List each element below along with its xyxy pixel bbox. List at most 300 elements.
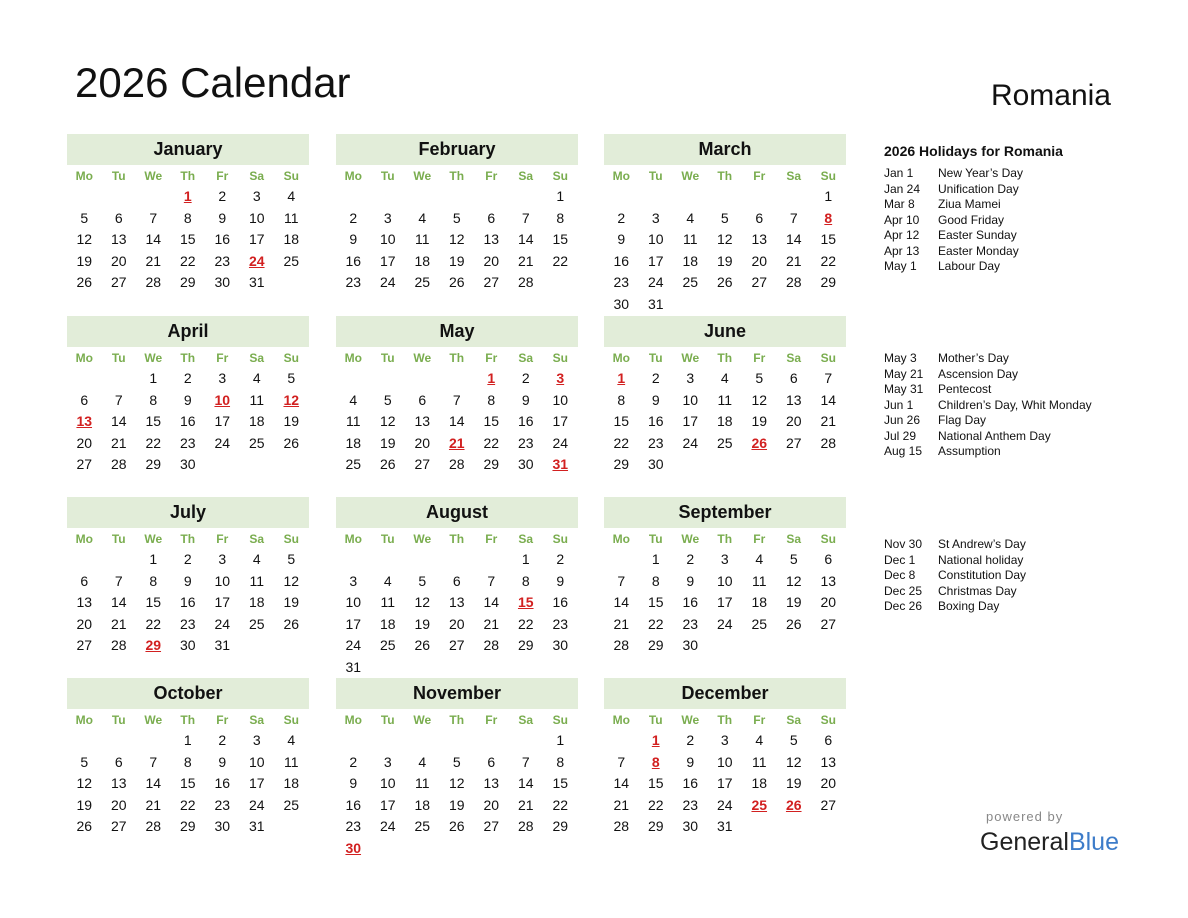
day-cell: 15	[820, 231, 837, 247]
holiday-item	[884, 182, 1023, 198]
week-row	[604, 368, 846, 390]
month-december	[604, 678, 846, 838]
week-row	[604, 592, 846, 614]
empty-day-cell	[708, 454, 743, 476]
holiday-item	[884, 367, 1092, 383]
empty-day-cell	[405, 838, 440, 860]
day-cell: 7	[521, 753, 530, 770]
day-cell: 29	[517, 637, 534, 653]
day-cell: 14	[483, 594, 500, 610]
day-cell: 28	[613, 818, 630, 834]
day-cell: 4	[720, 370, 729, 386]
day-cell: 16	[682, 775, 699, 791]
day-cell: 19	[76, 796, 93, 813]
empty-day-cell	[474, 657, 509, 679]
day-cell: 6	[755, 209, 764, 226]
holiday-date: Apr 12	[884, 228, 920, 242]
week-row	[336, 635, 578, 657]
holiday-day-cell: 26	[751, 434, 768, 451]
weekday-label: Sa	[786, 169, 802, 183]
day-cell: 2	[686, 732, 695, 748]
holiday-day-cell: 29	[145, 637, 162, 653]
holiday-day-cell: 15	[517, 594, 534, 610]
empty-day-cell	[440, 186, 475, 208]
day-cell: 29	[552, 818, 569, 834]
day-cell: 2	[218, 732, 227, 748]
day-cell: 5	[720, 209, 729, 226]
empty-day-cell	[405, 657, 440, 679]
day-cell: 23	[682, 615, 699, 632]
weekday-label: Tu	[380, 713, 395, 727]
day-cell: 29	[647, 818, 664, 834]
holiday-item	[884, 444, 1092, 460]
day-cell: 28	[145, 818, 162, 834]
day-cell: 10	[647, 231, 664, 247]
day-cell: 5	[755, 370, 764, 386]
holiday-name: National holiday	[938, 552, 1024, 567]
week-row	[67, 208, 309, 230]
day-cell: 22	[613, 434, 630, 451]
day-cell: 6	[487, 209, 496, 226]
holiday-date: Dec 8	[884, 568, 916, 582]
empty-day-cell	[240, 454, 275, 476]
day-cell: 12	[716, 231, 733, 247]
day-cell: 17	[248, 231, 265, 247]
empty-day-cell	[509, 838, 544, 860]
week-row	[604, 454, 846, 476]
day-cell: 8	[651, 572, 660, 589]
day-cell: 13	[448, 594, 465, 610]
holiday-date: May 21	[884, 366, 924, 381]
empty-day-cell	[777, 816, 812, 838]
day-cell: 16	[214, 231, 231, 247]
holiday-date: Nov 30	[884, 537, 923, 551]
day-cell: 9	[617, 231, 626, 247]
holiday-name: Labour Day	[938, 259, 1001, 273]
generalblue-logo[interactable]	[980, 826, 1119, 858]
day-cell: 11	[682, 231, 698, 247]
day-cell: 10	[716, 572, 733, 589]
day-cell: 1	[149, 370, 158, 386]
day-cell: 10	[248, 209, 265, 226]
empty-day-cell	[371, 186, 406, 208]
month-name: February	[336, 134, 578, 165]
day-cell: 30	[613, 295, 630, 312]
week-row	[604, 294, 846, 316]
holiday-date: May 3	[884, 351, 917, 365]
day-cell: 21	[613, 615, 630, 632]
holiday-name: New Year’s Day	[938, 166, 1023, 180]
day-cell: 9	[651, 391, 660, 408]
day-cell: 22	[517, 615, 534, 632]
day-cell: 27	[76, 456, 93, 472]
weekday-header-row	[336, 348, 578, 368]
empty-day-cell	[240, 635, 275, 657]
day-cell: 18	[716, 413, 733, 429]
day-cell: 3	[651, 209, 660, 226]
holiday-name: Good Friday	[938, 212, 1005, 227]
weekday-label: Sa	[786, 532, 802, 546]
weekday-label: Fr	[216, 532, 229, 546]
empty-day-cell	[604, 186, 639, 208]
month-march	[604, 134, 846, 315]
empty-day-cell	[673, 186, 708, 208]
day-cell: 10	[248, 753, 265, 770]
day-cell: 24	[214, 615, 231, 632]
week-row	[336, 752, 578, 774]
day-cell: 9	[183, 572, 192, 589]
weekday-label: Su	[552, 713, 568, 727]
week-row	[604, 773, 846, 795]
weekday-header-row	[336, 529, 578, 549]
day-cell: 9	[686, 572, 695, 589]
weekday-label: We	[144, 169, 163, 183]
weekday-label: Su	[820, 169, 836, 183]
holiday-day-cell: 26	[785, 796, 802, 813]
empty-day-cell	[405, 368, 440, 390]
day-cell: 3	[218, 551, 227, 567]
holiday-date: Dec 25	[884, 583, 923, 598]
holiday-date: May 1	[884, 259, 917, 273]
weekday-label: Mo	[344, 713, 362, 727]
month-name: August	[336, 497, 578, 528]
empty-day-cell	[604, 549, 639, 571]
empty-day-cell	[102, 730, 137, 752]
holiday-day-cell: 12	[283, 391, 300, 408]
weekday-label: Sa	[518, 713, 534, 727]
day-cell: 25	[283, 796, 300, 813]
day-cell: 11	[414, 231, 430, 247]
weekday-label: Mo	[612, 169, 630, 183]
day-cell: 30	[552, 637, 569, 653]
empty-day-cell	[440, 368, 475, 390]
day-cell: 27	[414, 456, 431, 472]
day-cell: 6	[487, 753, 496, 770]
empty-day-cell	[371, 838, 406, 860]
week-row	[67, 549, 309, 571]
day-cell: 13	[785, 391, 802, 408]
empty-day-cell	[274, 816, 309, 838]
weekday-label: Th	[180, 713, 196, 727]
day-cell: 5	[287, 370, 296, 386]
day-cell: 31	[248, 274, 265, 290]
day-cell: 3	[383, 209, 392, 226]
day-cell: 21	[517, 796, 534, 813]
day-cell: 22	[552, 252, 569, 269]
day-cell: 22	[483, 434, 500, 451]
weekday-label: Su	[283, 351, 299, 365]
day-cell: 7	[521, 209, 530, 226]
day-cell: 6	[80, 391, 89, 408]
holiday-day-cell: 3	[556, 370, 565, 386]
weekday-label: Mo	[344, 532, 362, 546]
day-cell: 7	[149, 209, 158, 226]
day-cell: 2	[686, 551, 695, 567]
day-cell: 27	[785, 434, 802, 451]
day-cell: 19	[448, 796, 465, 813]
day-cell: 7	[617, 753, 626, 770]
weekday-label: Su	[552, 351, 568, 365]
week-row	[336, 390, 578, 412]
holiday-date: Jul 29	[884, 428, 917, 443]
holiday-day-cell: 25	[751, 796, 768, 813]
day-cell: 14	[110, 594, 127, 610]
empty-day-cell	[742, 816, 777, 838]
day-cell: 3	[252, 188, 261, 204]
day-cell: 15	[552, 231, 569, 247]
holiday-name: Ascension Day	[938, 366, 1019, 381]
day-cell: 29	[613, 456, 630, 472]
day-cell: 12	[379, 413, 396, 429]
day-cell: 7	[114, 391, 123, 408]
day-cell: 20	[448, 615, 465, 632]
day-cell: 10	[682, 391, 699, 408]
weekday-label: Sa	[249, 532, 265, 546]
day-cell: 8	[556, 209, 565, 226]
day-cell: 21	[145, 796, 162, 813]
day-cell: 13	[751, 231, 768, 247]
day-cell: 4	[252, 370, 261, 386]
weekday-label: Th	[717, 169, 733, 183]
week-row	[604, 549, 846, 571]
day-cell: 2	[349, 753, 358, 770]
day-cell: 15	[647, 594, 664, 610]
weekday-header-row	[67, 710, 309, 730]
day-cell: 23	[682, 796, 699, 813]
empty-day-cell	[543, 657, 578, 679]
empty-day-cell	[509, 186, 544, 208]
empty-day-cell	[777, 186, 812, 208]
day-cell: 1	[521, 551, 530, 567]
day-cell: 25	[379, 637, 396, 653]
holiday-name: Easter Sunday	[938, 228, 1017, 242]
day-cell: 20	[820, 594, 837, 610]
day-cell: 5	[287, 551, 296, 567]
month-july	[67, 497, 309, 657]
week-row	[336, 549, 578, 571]
holiday-group	[884, 537, 1026, 615]
day-cell: 15	[483, 413, 500, 429]
week-row	[604, 411, 846, 433]
weekday-label: Th	[717, 351, 733, 365]
holiday-item	[884, 398, 1092, 414]
empty-day-cell	[742, 294, 777, 316]
weekday-label: Tu	[111, 351, 126, 365]
day-cell: 6	[452, 572, 461, 589]
weekday-label: Tu	[111, 713, 126, 727]
empty-day-cell	[639, 186, 674, 208]
day-cell: 20	[785, 413, 802, 429]
day-cell: 7	[452, 391, 461, 408]
day-cell: 31	[716, 818, 733, 834]
day-cell: 21	[517, 252, 534, 269]
weekday-label: We	[681, 351, 700, 365]
day-cell: 16	[647, 413, 664, 429]
weekday-label: Mo	[612, 532, 630, 546]
month-november	[336, 678, 578, 859]
day-cell: 10	[716, 753, 733, 770]
holiday-date: Jun 1	[884, 397, 914, 412]
day-cell: 16	[345, 796, 362, 813]
day-cell: 17	[214, 413, 231, 429]
weekday-header-row	[604, 166, 846, 186]
empty-day-cell	[67, 730, 102, 752]
holiday-date: Dec 26	[884, 599, 923, 613]
week-row	[67, 635, 309, 657]
day-cell: 22	[552, 796, 569, 813]
weekday-label: Su	[820, 713, 836, 727]
day-cell: 13	[76, 594, 93, 610]
holiday-item	[884, 228, 1023, 244]
day-cell: 23	[179, 434, 196, 451]
day-cell: 24	[552, 434, 569, 451]
day-cell: 5	[80, 753, 89, 770]
empty-day-cell	[543, 838, 578, 860]
day-cell: 30	[517, 456, 534, 472]
month-name: April	[67, 316, 309, 347]
day-cell: 21	[110, 434, 127, 451]
day-cell: 20	[820, 775, 837, 791]
holiday-item	[884, 413, 1092, 429]
day-cell: 19	[379, 434, 396, 451]
holiday-day-cell: 8	[651, 753, 660, 770]
day-cell: 9	[349, 231, 358, 247]
day-cell: 7	[114, 572, 123, 589]
day-cell: 10	[379, 775, 396, 791]
holiday-item	[884, 537, 1026, 553]
empty-day-cell	[673, 294, 708, 316]
weekday-label: Th	[180, 351, 196, 365]
day-cell: 8	[183, 209, 192, 226]
day-cell: 8	[183, 753, 192, 770]
day-cell: 18	[751, 775, 768, 791]
empty-day-cell	[543, 272, 578, 294]
weekday-label: Mo	[612, 351, 630, 365]
weekday-header-row	[336, 166, 578, 186]
weekday-label: Su	[820, 532, 836, 546]
day-cell: 18	[283, 231, 300, 247]
day-cell: 12	[448, 231, 465, 247]
weekday-label: Tu	[648, 713, 663, 727]
day-cell: 14	[613, 594, 630, 610]
day-cell: 23	[179, 615, 196, 632]
weekday-label: Mo	[344, 351, 362, 365]
weekday-header-row	[604, 710, 846, 730]
day-cell: 17	[379, 252, 396, 269]
empty-day-cell	[405, 186, 440, 208]
day-cell: 5	[452, 209, 461, 226]
day-cell: 17	[345, 615, 362, 632]
day-cell: 26	[283, 434, 300, 451]
day-cell: 6	[114, 209, 123, 226]
empty-day-cell	[67, 549, 102, 571]
holiday-day-cell: 13	[76, 413, 93, 429]
day-cell: 14	[448, 413, 465, 429]
day-cell: 22	[179, 796, 196, 813]
day-cell: 29	[820, 274, 837, 290]
day-cell: 2	[218, 188, 227, 204]
day-cell: 24	[379, 274, 396, 290]
holiday-name: Ziua Mamei	[938, 197, 1001, 211]
week-row	[336, 186, 578, 208]
holiday-date: Apr 13	[884, 243, 920, 258]
empty-day-cell	[708, 294, 743, 316]
empty-day-cell	[777, 294, 812, 316]
day-cell: 30	[682, 637, 699, 653]
week-row	[67, 272, 309, 294]
holiday-day-cell: 21	[448, 434, 465, 451]
weekday-label: Sa	[249, 351, 265, 365]
day-cell: 1	[556, 188, 565, 204]
month-august	[336, 497, 578, 678]
holiday-day-cell: 8	[824, 209, 833, 226]
day-cell: 24	[647, 274, 664, 290]
day-cell: 17	[682, 413, 699, 429]
day-cell: 20	[76, 434, 93, 451]
day-cell: 25	[716, 434, 733, 451]
empty-day-cell	[474, 549, 509, 571]
day-cell: 6	[824, 551, 833, 567]
empty-day-cell	[811, 454, 846, 476]
day-cell: 26	[716, 274, 733, 290]
day-cell: 22	[647, 615, 664, 632]
weekday-label: We	[413, 713, 432, 727]
day-cell: 30	[682, 818, 699, 834]
day-cell: 9	[183, 391, 192, 408]
empty-day-cell	[336, 730, 371, 752]
day-cell: 30	[214, 818, 231, 834]
weekday-label: We	[144, 532, 163, 546]
holiday-name: Assumption	[938, 444, 1001, 458]
empty-day-cell	[102, 186, 137, 208]
day-cell: 26	[283, 615, 300, 632]
day-cell: 23	[214, 252, 231, 269]
day-cell: 6	[789, 370, 798, 386]
week-row	[336, 816, 578, 838]
weekday-label: Fr	[485, 351, 498, 365]
month-name: January	[67, 134, 309, 165]
holiday-date: Jan 1	[884, 166, 914, 180]
holiday-item	[884, 553, 1026, 569]
empty-day-cell	[102, 549, 137, 571]
holiday-name: Children’s Day, Whit Monday	[938, 397, 1092, 412]
weekday-label: Mo	[612, 713, 630, 727]
holiday-day-cell: 30	[345, 839, 362, 856]
day-cell: 25	[751, 615, 768, 632]
day-cell: 4	[252, 551, 261, 567]
month-name: September	[604, 497, 846, 528]
week-row	[67, 186, 309, 208]
week-row	[67, 454, 309, 476]
weekday-label: Th	[449, 351, 465, 365]
holiday-date: Mar 8	[884, 197, 915, 211]
day-cell: 1	[556, 732, 565, 748]
empty-day-cell	[274, 454, 309, 476]
day-cell: 9	[686, 753, 695, 770]
day-cell: 20	[483, 796, 500, 813]
holiday-item	[884, 584, 1026, 600]
day-cell: 16	[345, 252, 362, 269]
day-cell: 25	[248, 615, 265, 632]
day-cell: 19	[785, 594, 802, 610]
day-cell: 26	[785, 615, 802, 632]
day-cell: 5	[418, 572, 427, 589]
day-cell: 24	[716, 796, 733, 813]
empty-day-cell	[371, 549, 406, 571]
holidays-title: 2026 Holidays for Romania	[884, 143, 1063, 159]
day-cell: 17	[379, 796, 396, 813]
day-cell: 12	[448, 775, 465, 791]
